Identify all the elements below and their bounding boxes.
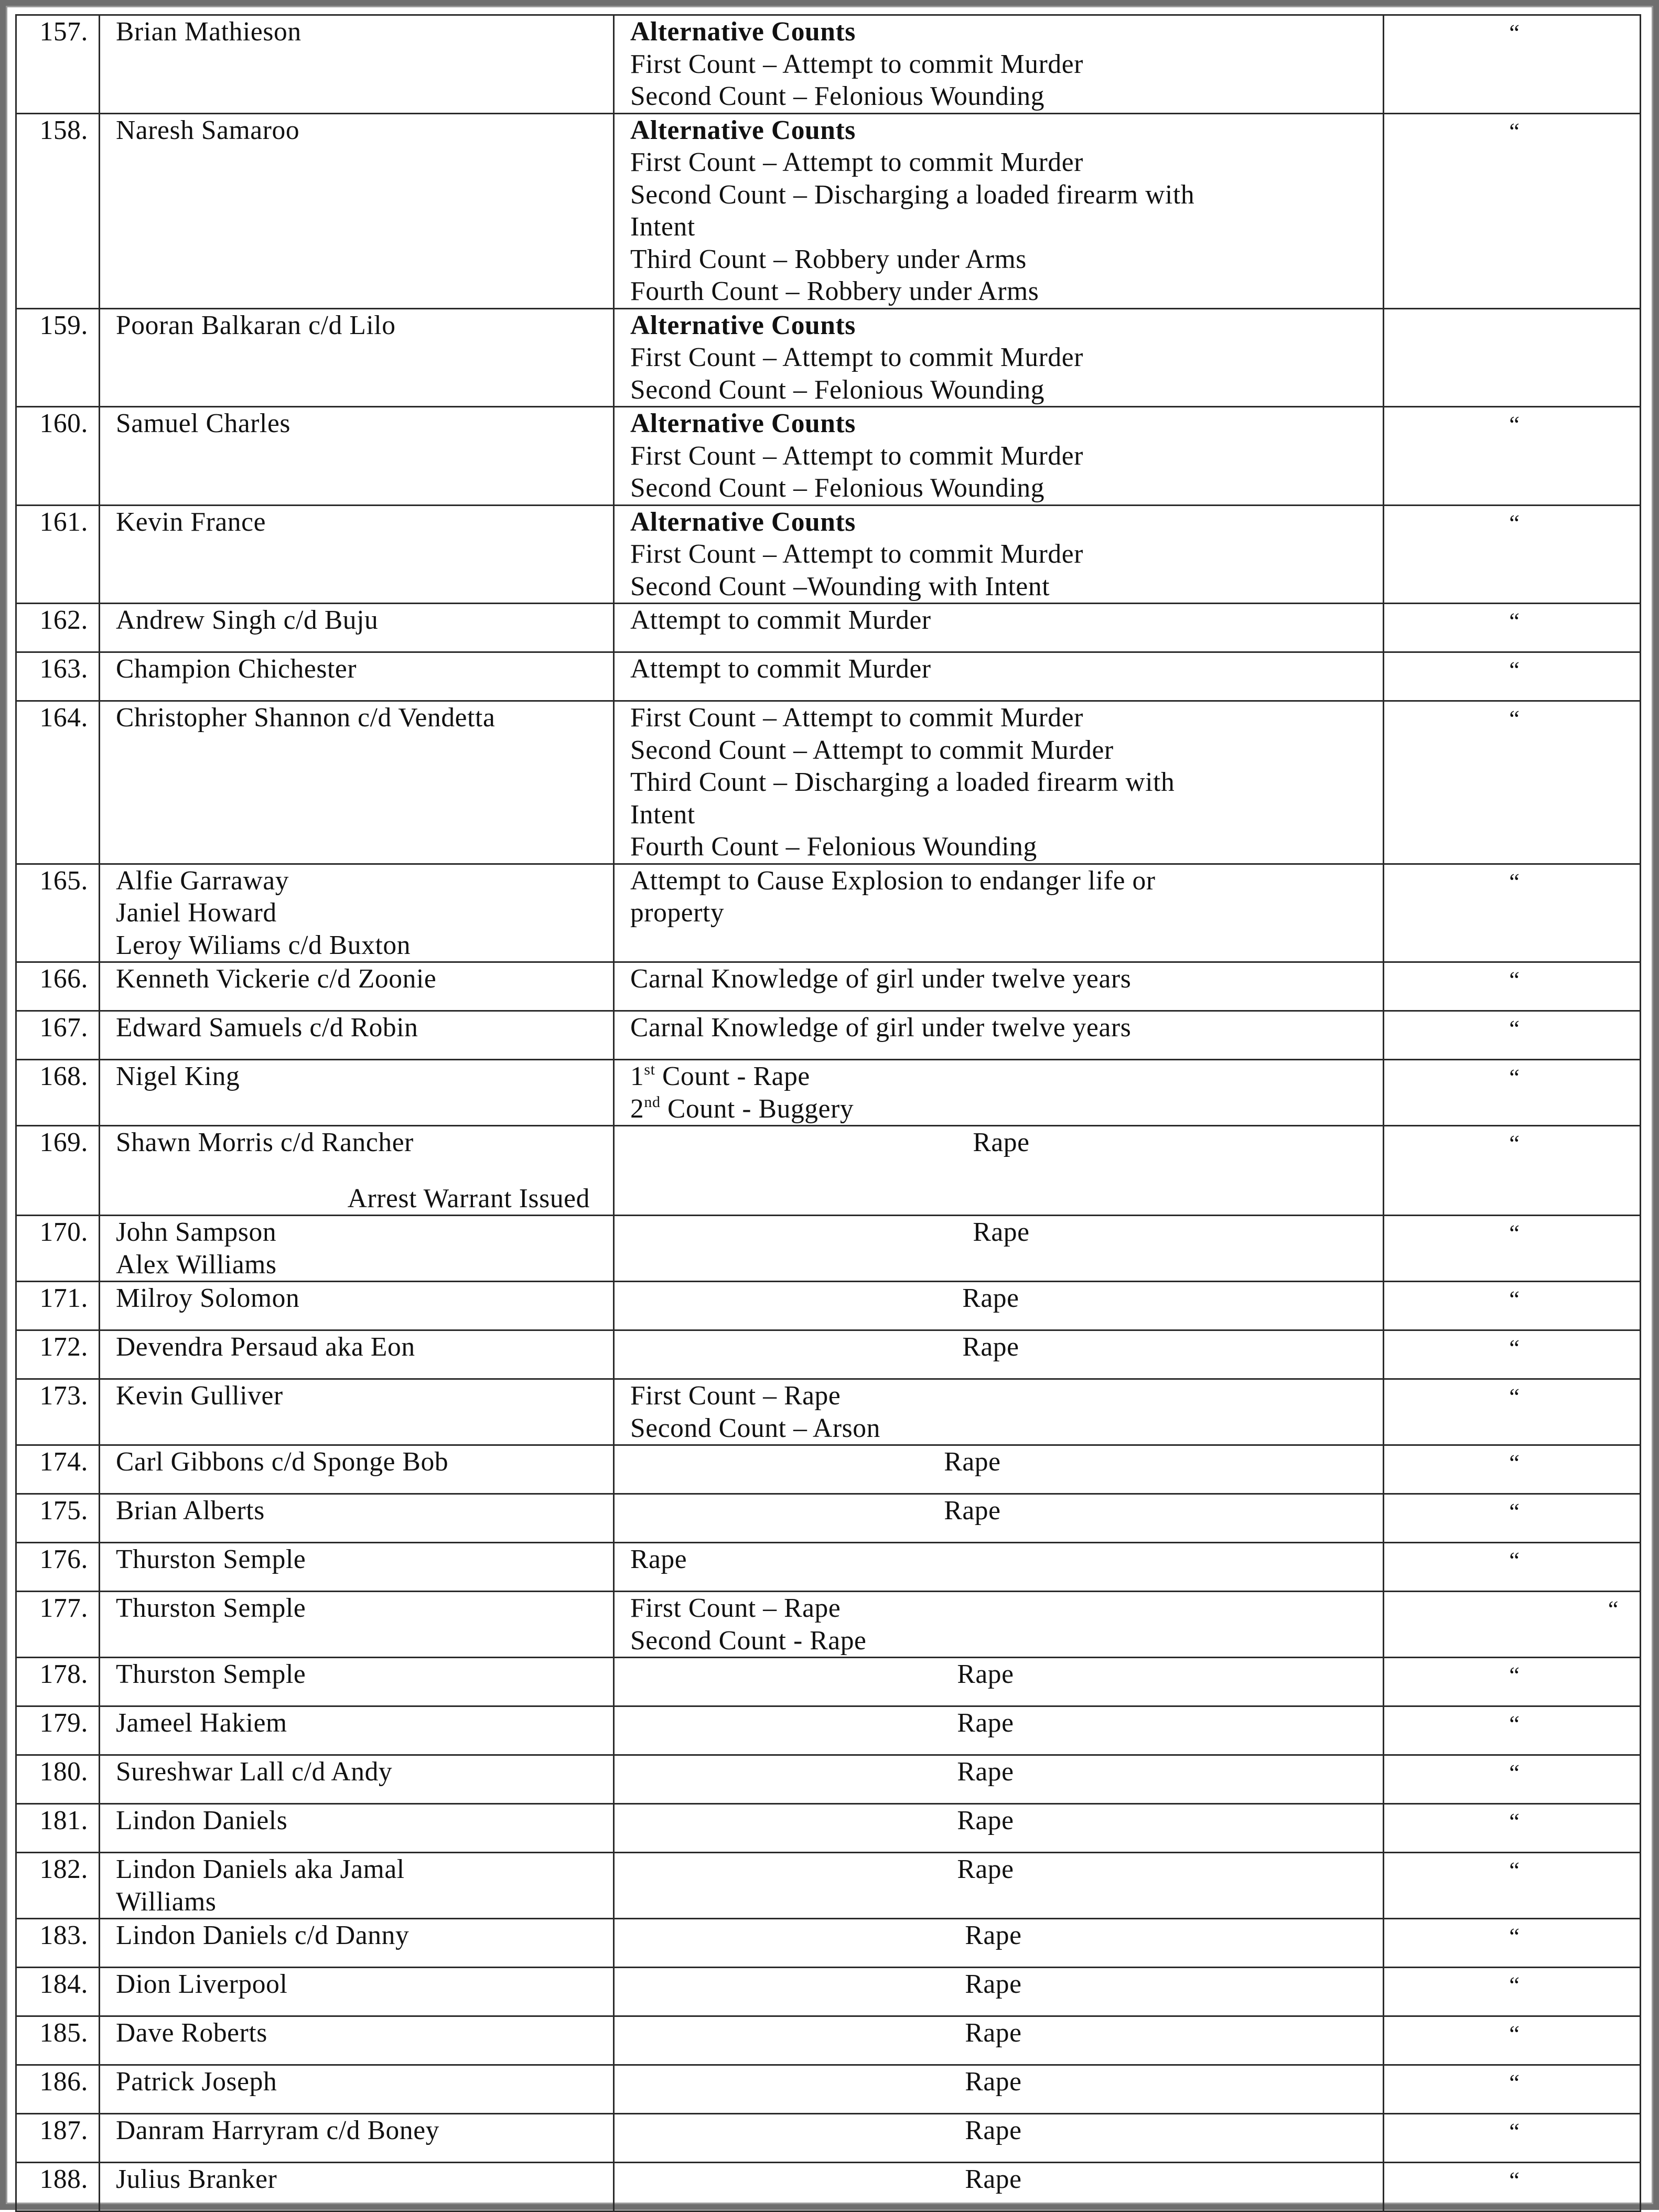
accused-names (100, 2065, 614, 2114)
row-number: 168. (16, 1060, 100, 1126)
accused-names (100, 1494, 614, 1543)
row-number: 177. (16, 1592, 100, 1658)
ditto-mark: “ (1509, 1711, 1520, 1737)
accused-names (100, 1543, 614, 1592)
charge-line: Rape (965, 2067, 1022, 2097)
status-mark (1384, 1216, 1641, 1282)
ditto-mark: “ (1509, 1499, 1520, 1524)
ditto-mark: “ (1509, 657, 1520, 683)
charges-heading: Alternative Counts (630, 409, 856, 438)
row-number: 175. (16, 1494, 100, 1543)
ditto-mark: “ (1509, 2119, 1520, 2144)
accused-name: Alex Williams (116, 1249, 277, 1280)
charge-line: Second Count –Wounding with Intent (630, 571, 1050, 602)
status-mark (1384, 1379, 1641, 1445)
table-row (16, 2065, 1641, 2114)
charges (614, 1755, 1384, 1804)
charges (614, 113, 1384, 308)
accused-names (100, 407, 614, 506)
row-number: 165. (16, 864, 100, 962)
row-number: 166. (16, 962, 100, 1011)
accused-name: Lindon Daniels c/d Danny (116, 1920, 410, 1950)
row-number: 157. (16, 15, 100, 114)
table-row (16, 2016, 1641, 2065)
ditto-mark: “ (1509, 1662, 1520, 1688)
accused-name: Nigel King (116, 1061, 240, 1091)
status-mark (1384, 1755, 1641, 1804)
status-mark (1384, 652, 1641, 701)
ditto-mark: “ (1509, 1384, 1520, 1410)
row-number: 173. (16, 1379, 100, 1445)
charges (614, 2114, 1384, 2163)
ordinal-suffix: nd (644, 1093, 661, 1111)
ditto-mark: “ (1509, 1809, 1520, 1834)
charge-line: Carnal Knowledge of girl under twelve years (630, 964, 1132, 994)
status-mark (1384, 308, 1641, 407)
charges (614, 1968, 1384, 2016)
table-row (16, 505, 1641, 604)
ditto-mark: “ (1509, 1972, 1520, 1998)
status-mark (1384, 2065, 1641, 2114)
table-row (16, 2163, 1641, 2211)
row-number: 174. (16, 1445, 100, 1494)
table-row (16, 962, 1641, 1011)
charge-line: property (630, 898, 725, 928)
warrant-note: Arrest Warrant Issued (347, 1183, 590, 1214)
charges (614, 15, 1384, 114)
ditto-mark: “ (1509, 608, 1520, 634)
charge-line: Second Count - Rape (630, 1625, 867, 1656)
status-mark (1384, 15, 1641, 114)
table-row (16, 15, 1641, 114)
accused-name: Kenneth Vickerie c/d Zoonie (116, 964, 437, 994)
status-mark (1384, 2163, 1641, 2211)
row-number: 164. (16, 701, 100, 864)
ditto-mark: “ (1509, 412, 1520, 437)
accused-names (100, 1755, 614, 1804)
row-number: 169. (16, 1126, 100, 1216)
row-number: 167. (16, 1011, 100, 1060)
accused-name: Champion Chichester (116, 654, 357, 684)
accused-names (100, 1706, 614, 1755)
ditto-mark: “ (1509, 1286, 1520, 1312)
charges (614, 2065, 1384, 2114)
accused-name: Leroy Wiliams c/d Buxton (116, 930, 411, 960)
row-number: 161. (16, 505, 100, 604)
charges (614, 407, 1384, 506)
table-row (16, 1804, 1641, 1853)
status-mark (1384, 962, 1641, 1011)
status-mark (1384, 1968, 1641, 2016)
charges (614, 1658, 1384, 1706)
charge-line: Rape (957, 1854, 1014, 1884)
charges (614, 1543, 1384, 1592)
charge-line: Rape (965, 1969, 1022, 1999)
charges (614, 1011, 1384, 1060)
status-mark (1384, 1126, 1641, 1216)
status-mark (1384, 1494, 1641, 1543)
charges (614, 1853, 1384, 1919)
table-row (16, 1216, 1641, 1282)
ditto-mark: “ (1509, 1220, 1520, 1246)
ordinal-suffix: st (644, 1061, 655, 1078)
ditto-mark: “ (1509, 1760, 1520, 1786)
status-mark (1384, 1282, 1641, 1330)
table-row (16, 1282, 1641, 1330)
accused-name: Williams (116, 1886, 217, 1917)
count-text: Count - Rape (655, 1061, 810, 1091)
row-number: 160. (16, 407, 100, 506)
table-row (16, 1853, 1641, 1919)
ditto-mark: “ (1509, 2021, 1520, 2047)
accused-names (100, 1445, 614, 1494)
table-row (16, 1494, 1641, 1543)
row-number: 172. (16, 1330, 100, 1379)
charge-line: First Count – Attempt to commit Murder (630, 703, 1083, 733)
charge-line: First Count – Attempt to commit Murder (630, 539, 1083, 569)
accused-names (100, 701, 614, 864)
ditto-mark: “ (1509, 1924, 1520, 1949)
status-mark (1384, 113, 1641, 308)
accused-name: John Sampson (116, 1217, 277, 1247)
charges (614, 1216, 1384, 1282)
table-row (16, 701, 1641, 864)
accused-name: Edward Samuels c/d Robin (116, 1013, 418, 1043)
charge-line: First Count – Attempt to commit Murder (630, 147, 1083, 177)
table-row (16, 1379, 1641, 1445)
charges (614, 1919, 1384, 1968)
charges-heading: Alternative Counts (630, 115, 856, 145)
charges-heading: Alternative Counts (630, 17, 856, 47)
row-number: 159. (16, 308, 100, 407)
case-table-body (16, 15, 1641, 2211)
status-mark (1384, 2016, 1641, 2065)
charges (614, 604, 1384, 652)
charge-line: Rape (944, 1447, 1001, 1477)
accused-names (100, 1060, 614, 1126)
accused-names (100, 1330, 614, 1379)
status-mark (1384, 1445, 1641, 1494)
table-row (16, 1592, 1641, 1658)
charge-line: Fourth Count – Felonious Wounding (630, 832, 1037, 862)
accused-name: Jameel Hakiem (116, 1708, 287, 1738)
status-mark (1384, 1658, 1641, 1706)
count-text: Count - Buggery (660, 1093, 854, 1124)
row-number: 186. (16, 2065, 100, 2114)
table-row (16, 308, 1641, 407)
ditto-mark: “ (1509, 20, 1520, 46)
charge-line: Attempt to commit Murder (630, 654, 931, 684)
charges (614, 864, 1384, 962)
charge-line: First Count – Attempt to commit Murder (630, 49, 1083, 79)
charge-line: Rape (973, 1217, 1030, 1247)
charge-line: Rape (962, 1283, 1019, 1313)
charge-line: Rape (965, 2164, 1022, 2194)
status-mark (1384, 2114, 1641, 2163)
ditto-mark: “ (1509, 1065, 1520, 1090)
accused-names (100, 2163, 614, 2211)
accused-name: Pooran Balkaran c/d Lilo (116, 310, 396, 340)
status-mark (1384, 1330, 1641, 1379)
accused-names (100, 652, 614, 701)
row-number: 179. (16, 1706, 100, 1755)
accused-names (100, 505, 614, 604)
charge-line: Intent (630, 212, 695, 242)
table-row (16, 1445, 1641, 1494)
accused-names (100, 1592, 614, 1658)
row-number: 180. (16, 1755, 100, 1804)
charge-line: Intent (630, 799, 695, 830)
accused-names (100, 1011, 614, 1060)
table-row (16, 113, 1641, 308)
ditto-mark: “ (1509, 1857, 1520, 1883)
status-mark (1384, 604, 1641, 652)
ditto-mark: “ (1509, 1016, 1520, 1041)
accused-name: Naresh Samaroo (116, 115, 300, 145)
charge-line: Attempt to commit Murder (630, 605, 931, 635)
accused-name: Dion Liverpool (116, 1969, 288, 1999)
row-number: 176. (16, 1543, 100, 1592)
charge-line: Rape (965, 2018, 1022, 2048)
charges (614, 1379, 1384, 1445)
row-number: 158. (16, 113, 100, 308)
status-mark (1384, 701, 1641, 864)
charges (614, 1060, 1384, 1126)
status-mark (1384, 505, 1641, 604)
accused-name: Danram Harryram c/d Boney (116, 2116, 440, 2145)
accused-names (100, 1968, 614, 2016)
row-number: 182. (16, 1853, 100, 1919)
charge-line (630, 1093, 1372, 1125)
charge-line: First Count – Attempt to commit Murder (630, 342, 1083, 372)
table-row (16, 1706, 1641, 1755)
accused-names (100, 2114, 614, 2163)
ditto-mark: “ (1509, 706, 1520, 732)
charge-line (630, 1060, 1372, 1093)
accused-name: Brian Mathieson (116, 17, 301, 47)
charges (614, 505, 1384, 604)
accused-name: Alfie Garraway (116, 865, 289, 896)
status-mark (1384, 1592, 1641, 1658)
charge-line: Rape (957, 1659, 1014, 1689)
charges (614, 1804, 1384, 1853)
charge-line: Second Count – Felonious Wounding (630, 81, 1045, 111)
accused-names (100, 1658, 614, 1706)
accused-name: Andrew Singh c/d Buju (116, 605, 379, 635)
charges (614, 2016, 1384, 2065)
charges-heading: Alternative Counts (630, 507, 856, 537)
accused-name: Lindon Daniels aka Jamal (116, 1854, 405, 1884)
accused-names (100, 15, 614, 114)
table-row (16, 604, 1641, 652)
charge-line: Second Count – Felonious Wounding (630, 473, 1045, 503)
table-row (16, 1658, 1641, 1706)
accused-names (100, 2016, 614, 2065)
charge-line: Rape (630, 1544, 687, 1574)
row-number: 162. (16, 604, 100, 652)
status-mark (1384, 1804, 1641, 1853)
row-number: 183. (16, 1919, 100, 1968)
charges (614, 1126, 1384, 1216)
accused-names (100, 1216, 614, 1282)
accused-names (100, 1282, 614, 1330)
table-row (16, 1011, 1641, 1060)
accused-names (100, 1853, 614, 1919)
status-mark (1384, 1543, 1641, 1592)
accused-names (100, 1804, 614, 1853)
charges (614, 1494, 1384, 1543)
case-table (15, 14, 1641, 2212)
charge-line: Rape (965, 2116, 1022, 2145)
table-row (16, 1060, 1641, 1126)
accused-name: Devendra Persaud aka Eon (116, 1332, 415, 1362)
charges (614, 1592, 1384, 1658)
charge-line: Third Count – Robbery under Arms (630, 244, 1027, 274)
accused-names (100, 308, 614, 407)
status-mark (1384, 864, 1641, 962)
charge-line: Second Count – Discharging a loaded firearm with (630, 179, 1195, 210)
charges (614, 1330, 1384, 1379)
charge-line: Rape (973, 1128, 1030, 1157)
charges-heading: Alternative Counts (630, 310, 856, 340)
accused-names (100, 113, 614, 308)
charge-line: First Count – Attempt to commit Murder (630, 441, 1083, 471)
accused-names (100, 604, 614, 652)
accused-name: Sureshwar Lall c/d Andy (116, 1757, 393, 1787)
row-number: 184. (16, 1968, 100, 2016)
ditto-mark: “ (1509, 1450, 1520, 1476)
table-row (16, 407, 1641, 506)
charges (614, 962, 1384, 1011)
ditto-mark: “ (1509, 1131, 1520, 1156)
status-mark (1384, 407, 1641, 506)
table-row (16, 1126, 1641, 1216)
ditto-mark: “ (1509, 118, 1520, 144)
ditto-mark: “ (1509, 2167, 1520, 2193)
ditto-mark: “ (1509, 967, 1520, 993)
charge-line: Rape (965, 1920, 1022, 1950)
table-row (16, 1543, 1641, 1592)
row-number: 163. (16, 652, 100, 701)
accused-name: Milroy Solomon (116, 1283, 300, 1313)
row-number: 171. (16, 1282, 100, 1330)
table-row (16, 864, 1641, 962)
accused-name: Janiel Howard (116, 898, 277, 928)
table-row (16, 1919, 1641, 1968)
charge-line: Rape (957, 1708, 1014, 1738)
charge-line: Fourth Count – Robbery under Arms (630, 276, 1039, 306)
accused-name: Patrick Joseph (116, 2067, 277, 2097)
accused-names (100, 962, 614, 1011)
accused-name: Thurston Semple (116, 1544, 306, 1574)
accused-name: Julius Branker (116, 2164, 277, 2194)
row-number: 181. (16, 1804, 100, 1853)
table-row (16, 1755, 1641, 1804)
charges (614, 652, 1384, 701)
charge-line: First Count – Rape (630, 1381, 841, 1411)
table-row (16, 1968, 1641, 2016)
table-row (16, 2114, 1641, 2163)
accused-names (100, 1379, 614, 1445)
status-mark (1384, 1011, 1641, 1060)
status-mark (1384, 1060, 1641, 1126)
charge-line: Rape (957, 1806, 1014, 1835)
accused-name: Lindon Daniels (116, 1806, 288, 1835)
accused-name: Thurston Semple (116, 1593, 306, 1623)
charge-line: Carnal Knowledge of girl under twelve years (630, 1013, 1132, 1043)
accused-name: Brian Alberts (116, 1496, 265, 1526)
accused-name: Kevin Gulliver (116, 1381, 283, 1411)
charge-line: Attempt to Cause Explosion to endanger life or (630, 865, 1156, 896)
ditto-mark: “ (1509, 1548, 1520, 1573)
ditto-mark: “ (1509, 510, 1520, 536)
ditto-mark: “ (1509, 2070, 1520, 2096)
charges (614, 1445, 1384, 1494)
accused-name: Thurston Semple (116, 1659, 306, 1689)
charge-line: Third Count – Discharging a loaded firearm with (630, 767, 1175, 797)
accused-name: Samuel Charles (116, 409, 291, 438)
row-number: 187. (16, 2114, 100, 2163)
ditto-mark: “ (1509, 1335, 1520, 1361)
charge-line: Second Count – Felonious Wounding (630, 374, 1045, 405)
charge-line: First Count – Rape (630, 1593, 841, 1623)
accused-name: Kevin France (116, 507, 266, 537)
charges (614, 1282, 1384, 1330)
row-number: 170. (16, 1216, 100, 1282)
charge-line: Rape (957, 1757, 1014, 1787)
accused-name: Dave Roberts (116, 2018, 267, 2048)
accused-name: Christopher Shannon c/d Vendetta (116, 703, 495, 733)
accused-names (100, 1126, 614, 1216)
accused-names (100, 1919, 614, 1968)
accused-name: Shawn Morris c/d Rancher (116, 1128, 414, 1157)
accused-names (100, 864, 614, 962)
charges (614, 1706, 1384, 1755)
charge-line: Rape (944, 1496, 1001, 1526)
charge-line: Second Count – Arson (630, 1413, 880, 1443)
charge-line: Second Count – Attempt to commit Murder (630, 735, 1114, 765)
table-row (16, 652, 1641, 701)
status-mark (1384, 1853, 1641, 1919)
ditto-mark: “ (1509, 868, 1520, 895)
status-mark (1384, 1706, 1641, 1755)
count-ordinal: 2 (630, 1093, 644, 1124)
charge-line: Rape (962, 1332, 1019, 1362)
charges (614, 2163, 1384, 2211)
row-number: 178. (16, 1658, 100, 1706)
status-mark (1384, 1919, 1641, 1968)
charges (614, 701, 1384, 864)
charges (614, 308, 1384, 407)
accused-name: Carl Gibbons c/d Sponge Bob (116, 1447, 449, 1477)
row-number: 188. (16, 2163, 100, 2211)
table-row (16, 1330, 1641, 1379)
row-number: 185. (16, 2016, 100, 2065)
count-ordinal: 1 (630, 1061, 644, 1091)
ditto-mark: “ (1608, 1596, 1619, 1622)
